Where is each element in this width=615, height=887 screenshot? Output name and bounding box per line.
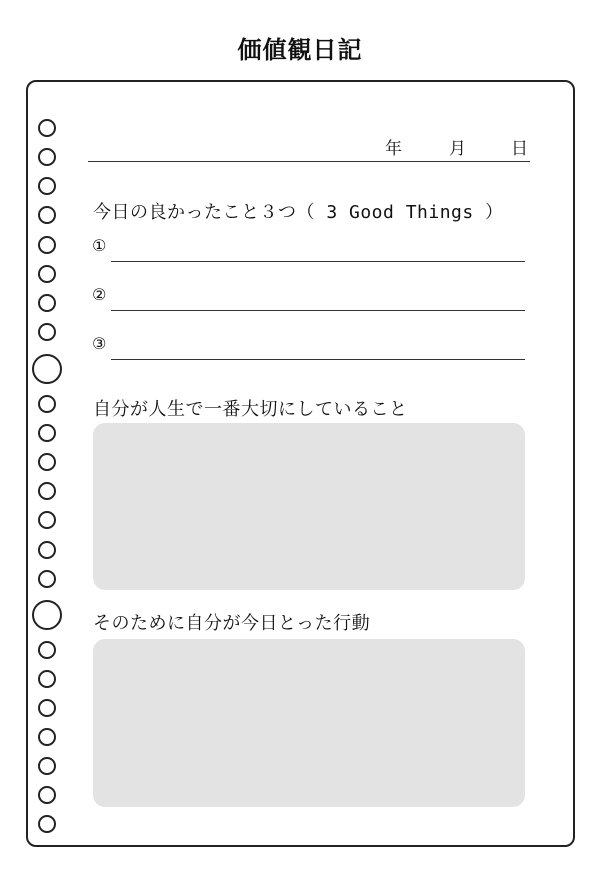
binding-ring (38, 177, 56, 195)
binding-ring (38, 424, 56, 442)
good-thing-row[interactable] (92, 236, 525, 262)
date-fields[interactable] (385, 134, 530, 159)
good-thing-input-line[interactable] (111, 359, 525, 360)
date-month-label: 月 (449, 139, 466, 159)
good-thing-marker: ③ (92, 334, 107, 353)
binding-ring (38, 641, 56, 659)
date-year-label: 年 (385, 139, 402, 159)
binding-ring-large (32, 354, 62, 384)
binding-ring (38, 294, 56, 312)
binding-ring (38, 570, 56, 588)
binding-ring (38, 786, 56, 804)
binding-ring (38, 119, 56, 137)
today-actions-heading: そのために自分が今日とった行動 (93, 613, 371, 634)
binding-ring (38, 728, 56, 746)
date-underline (88, 161, 530, 162)
binding-ring (38, 265, 56, 283)
binding-ring (38, 541, 56, 559)
good-thing-marker: ② (92, 285, 107, 304)
binding-ring-large (32, 600, 62, 630)
binding-ring (38, 395, 56, 413)
date-day-label: 日 (511, 139, 528, 159)
good-thing-row[interactable] (92, 285, 525, 311)
binding-ring (38, 236, 56, 254)
binding-ring (38, 148, 56, 166)
page-title: 価値観日記 (237, 36, 363, 64)
binding-ring (38, 482, 56, 500)
good-thing-row[interactable] (92, 334, 525, 360)
binding-ring (38, 757, 56, 775)
good-thing-input-line[interactable] (111, 310, 525, 311)
today-actions-write-area[interactable] (93, 639, 525, 807)
good-things-heading: 今日の良かったこと３つ（ 3 Good Things ） (93, 202, 504, 223)
most-important-heading: 自分が人生で一番大切にしていること (93, 399, 408, 420)
binding-ring (38, 699, 56, 717)
binding-ring (38, 670, 56, 688)
good-thing-input-line[interactable] (111, 261, 525, 262)
good-thing-marker: ① (92, 236, 107, 255)
binding-ring (38, 206, 56, 224)
binding-ring (38, 453, 56, 471)
binding-ring (38, 323, 56, 341)
binding-ring (38, 815, 56, 833)
binding-ring (38, 511, 56, 529)
most-important-write-area[interactable] (93, 423, 525, 590)
